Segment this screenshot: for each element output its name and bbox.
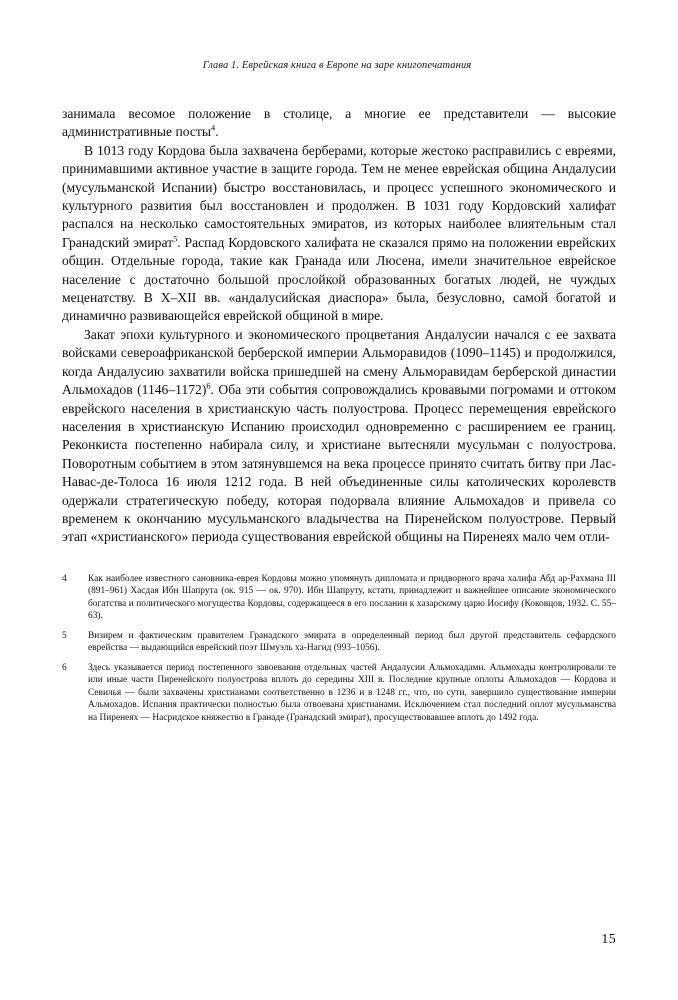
footnote-text: Здесь указывается период постепенного завоевания отдельных частей Андалусии Альмохадами. Альмохады контролировали те или иные части Пиренейского полуострова вплоть до середины XIII в. Последние крупные оплоты Альмохадов — Кордова и Севилья — были захвачены христианами соответственно в 1236 и в 1248 гг., что, по сути, завершило существование империи Альмохадов. Испания практически полностью была отвоевана христианами. Исключением стал последний оплот мусульманства на Пиренеях — Насридское княжество в Гранаде (Гранадский эмират), просуществовавшее вплоть до 1492 года.	[88, 662, 616, 723]
footnote-item	[62, 630, 616, 655]
footnote-item	[62, 573, 616, 623]
running-head: Глава 1. Еврейская книга в Европе на заре книгопечатания	[202, 60, 472, 71]
paragraph-tail: . Распад Кордовского халифата не сказался прямо на положении еврейских общин. Отдельные города, такие как Гранада или Люсена, имели значительное еврейское население с достаточно большой прослойкой образованных богатых людей, не чуждых меценатству. В X–XII вв. «андалусийская диаспора» была, безусловно, самой богатой и динамично развивающейся еврейской общиной в мире.	[62, 234, 616, 324]
paragraph	[62, 142, 616, 326]
footnote-item	[62, 662, 616, 725]
footnotes	[62, 573, 616, 725]
footnote-number: 6	[62, 662, 67, 673]
paragraph-tail: . Оба эти события сопровождались кровавыми погромами и оттоком еврейского населения в христианскую часть полуострова. Процесс перемещения еврейского населения в христианскую Испанию происходил одновременно с расширением ее границ. Реконкиста постепенно набирала силу, и христиане вытесняли мусульман с полуострова. Поворотным событием в этом затянувшемся на века процессе принято считать битву при Лас-Навас-де-Толоса 16 июля 1212 года. В ней объединенные силы католических королевств одержали стратегическую победу, которая подорвала влияние Альмохадов и привела со временем к окончанию мусульманского владычества на Пиренейском полуострове. Первый этап «христианского» периода существования еврейской общины на Пиренеях мало чем отли-	[62, 382, 617, 545]
footnote-number: 4	[62, 573, 67, 584]
footnote-ref: 6	[206, 381, 211, 391]
paragraph	[62, 105, 616, 142]
footnote-ref: 5	[173, 234, 178, 244]
paragraph-text: В 1013 году Кордова была захвачена берберами, которые жестоко расправились с евреями, принимавшими активное участие в защите города. Тем не менее еврейская община Андалусии (мусульманской Испании) быстро восстановилась, и процесс успешного экономического и культурного развития был восстановлен и продолжен. В 1031 году Кордовский халифат распался на несколько самостоятельных эмиратов, из которых наиболее влиятельным стал Гранадский эмират	[62, 142, 616, 250]
paragraph-text: Закат эпохи культурного и экономического процветания Андалусии начался с ее захвата войсками североафриканской берберской империи Альморавидов (1090–1145) и продолжился, когда Андалусию захватили войска пришедшей на смену Альморавидам берберской династии Альмохадов (1146–1172)	[62, 326, 616, 398]
footnote-text: Как наиболее известного сановника-еврея Кордовы можно упомянуть дипломата и придворного врача халифа Абд ар-Рахмана III (891–961) Хасдая Ибн Шапрута (ок. 915 — ок. 970). Ибн Шапруту, кстати, принадлежит и важнейшее описание экономического богатства и политического могущества Кордовы, содержащееся в его послании к хазарскому царю Иосифу (Коковцов, 1932. С. 55–63).	[88, 573, 616, 622]
footnote-ref: 4	[211, 123, 216, 133]
page-number: 15	[601, 932, 616, 947]
paragraph	[62, 326, 616, 547]
footnote-number: 5	[62, 630, 67, 641]
body-text	[62, 105, 616, 547]
paragraph-tail: .	[215, 124, 219, 140]
footnote-text: Визирем и фактическим правителем Гранадского эмирата в определенный период был другой представитель сефардского еврейства — выдающийся еврейский поэт Шмуэль ха-Нагид (993–1056).	[88, 630, 616, 654]
paragraph-text: занимала весомое положение в столице, а многие ее представители — высокие административные посты	[62, 106, 616, 140]
